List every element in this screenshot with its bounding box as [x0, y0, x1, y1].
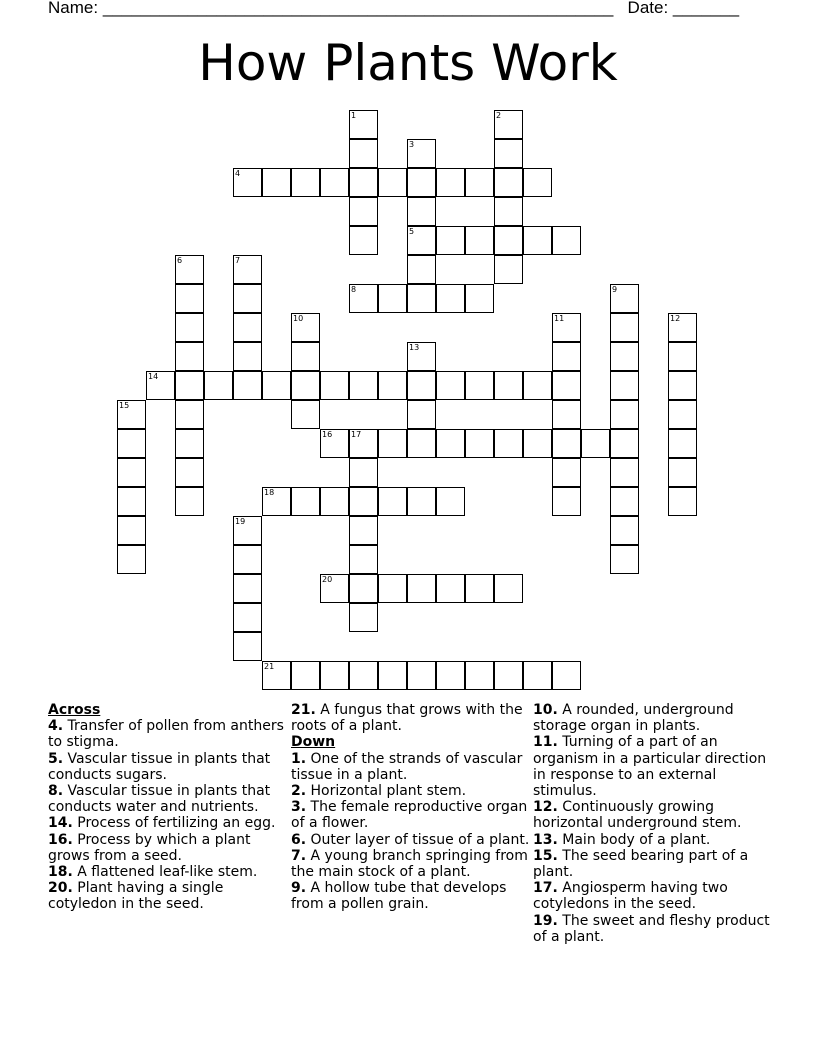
clue-item: [291, 880, 531, 912]
grid-cell[interactable]: [552, 313, 581, 342]
grid-cell[interactable]: [378, 371, 407, 400]
clue-number: 21: [264, 662, 275, 671]
grid-cell[interactable]: [378, 661, 407, 690]
grid-cell[interactable]: [233, 342, 262, 371]
grid-cell[interactable]: [378, 574, 407, 603]
across-heading: Across: [48, 702, 101, 718]
grid-cell[interactable]: [117, 400, 146, 429]
grid-cell[interactable]: [465, 429, 494, 458]
clue-number: 19: [235, 517, 246, 526]
clue-text: Outer layer of tissue of a plant.: [310, 831, 530, 848]
grid-cell[interactable]: [175, 429, 204, 458]
clue-number: 19.: [533, 912, 558, 929]
grid-cell[interactable]: [349, 458, 378, 487]
grid-cell[interactable]: [668, 458, 697, 487]
grid-cell[interactable]: [349, 516, 378, 545]
clue-number: 18: [264, 488, 275, 497]
grid-cell[interactable]: [378, 429, 407, 458]
clue-item: [291, 848, 531, 880]
grid-cell[interactable]: [465, 168, 494, 197]
clue-item: [48, 783, 288, 815]
grid-cell[interactable]: [436, 574, 465, 603]
clue-item: [533, 734, 773, 799]
grid-cell[interactable]: [494, 371, 523, 400]
clue-text: Plant having a single cotyledon in the seed.: [48, 880, 224, 913]
grid-cell[interactable]: [262, 168, 291, 197]
grid-cell[interactable]: [552, 661, 581, 690]
grid-cell[interactable]: [610, 400, 639, 429]
grid-cell[interactable]: [436, 429, 465, 458]
grid-cell[interactable]: [320, 661, 349, 690]
grid-cell[interactable]: [494, 168, 523, 197]
clues-column-2: [291, 702, 531, 913]
grid-cell[interactable]: [610, 458, 639, 487]
clue-text: A flattened leaf-like stem.: [77, 864, 258, 881]
grid-cell[interactable]: [320, 487, 349, 516]
grid-cell[interactable]: [233, 255, 262, 284]
clue-number: 20: [322, 575, 333, 584]
grid-cell[interactable]: [552, 371, 581, 400]
grid-cell[interactable]: [233, 603, 262, 632]
grid-cell[interactable]: [494, 429, 523, 458]
clue-number: 6: [177, 256, 183, 265]
grid-cell[interactable]: [436, 284, 465, 313]
grid-cell[interactable]: [494, 574, 523, 603]
clue-number: 11.: [533, 734, 558, 751]
date-field[interactable]: _______: [672, 0, 740, 17]
grid-cell[interactable]: [668, 429, 697, 458]
grid-cell[interactable]: [233, 574, 262, 603]
clue-number: 4.: [48, 718, 64, 735]
clue-number: 1: [351, 111, 357, 120]
grid-cell[interactable]: [407, 168, 436, 197]
clue-item: [48, 815, 288, 831]
grid-cell[interactable]: [407, 574, 436, 603]
grid-cell[interactable]: [291, 487, 320, 516]
grid-cell[interactable]: [494, 255, 523, 284]
grid-cell[interactable]: [291, 168, 320, 197]
grid-cell[interactable]: [233, 284, 262, 313]
grid-cell[interactable]: [175, 313, 204, 342]
grid-cell[interactable]: [494, 197, 523, 226]
page-title: How Plants Work: [198, 34, 618, 92]
grid-cell[interactable]: [668, 342, 697, 371]
grid-cell[interactable]: [552, 458, 581, 487]
grid-cell[interactable]: [407, 429, 436, 458]
clue-number: 9.: [291, 880, 307, 897]
grid-cell[interactable]: [436, 168, 465, 197]
clue-number: 8.: [48, 783, 64, 800]
clue-number: 12: [670, 314, 681, 323]
grid-cell[interactable]: [175, 458, 204, 487]
clue-number: 15.: [533, 847, 558, 864]
clue-text: The female reproductive organ of a flower.: [291, 799, 528, 832]
clues-column-3: [533, 702, 773, 945]
clue-item: [291, 832, 531, 848]
clue-text: A young branch springing from the main stock of a plant.: [291, 847, 528, 881]
clue-number: 20.: [48, 880, 73, 897]
clue-item: [533, 702, 773, 734]
clue-text: Continuously growing horizontal underground stem.: [533, 799, 742, 832]
clue-text: Horizontal plant stem.: [310, 783, 467, 800]
grid-cell[interactable]: [668, 371, 697, 400]
clue-number: 5.: [48, 750, 64, 767]
grid-cell[interactable]: [146, 371, 175, 400]
grid-cell[interactable]: [610, 545, 639, 574]
grid-cell[interactable]: [233, 632, 262, 661]
grid-cell[interactable]: [117, 516, 146, 545]
grid-cell[interactable]: [175, 371, 204, 400]
grid-cell[interactable]: [262, 661, 291, 690]
grid-cell[interactable]: [610, 516, 639, 545]
grid-cell[interactable]: [436, 371, 465, 400]
grid-cell[interactable]: [117, 545, 146, 574]
clue-number: 11: [554, 314, 565, 323]
grid-cell[interactable]: [291, 342, 320, 371]
grid-cell[interactable]: [175, 400, 204, 429]
grid-cell[interactable]: [407, 255, 436, 284]
clue-number: 8: [351, 285, 357, 294]
grid-cell[interactable]: [465, 661, 494, 690]
name-field[interactable]: ______________________________________________________: [102, 0, 614, 17]
grid-cell[interactable]: [233, 371, 262, 400]
clue-number: 7.: [291, 847, 307, 864]
grid-cell[interactable]: [523, 168, 552, 197]
grid-cell[interactable]: [523, 429, 552, 458]
grid-cell[interactable]: [320, 574, 349, 603]
grid-cell[interactable]: [610, 487, 639, 516]
clue-number: 2: [496, 111, 502, 120]
grid-cell[interactable]: [291, 400, 320, 429]
grid-cell[interactable]: [349, 110, 378, 139]
grid-cell[interactable]: [117, 487, 146, 516]
grid-cell[interactable]: [349, 661, 378, 690]
clue-item: [48, 864, 288, 880]
clue-item: [291, 783, 531, 799]
clue-item: [48, 751, 288, 783]
clue-number: 15: [119, 401, 130, 410]
clue-text: The sweet and fleshy product of a plant.: [533, 912, 770, 945]
clue-number: 5: [409, 227, 415, 236]
grid-cell[interactable]: [378, 168, 407, 197]
grid-cell[interactable]: [552, 226, 581, 255]
grid-cell[interactable]: [610, 429, 639, 458]
grid-cell[interactable]: [262, 371, 291, 400]
grid-cell[interactable]: [610, 371, 639, 400]
grid-cell[interactable]: [262, 487, 291, 516]
clue-number: 10.: [533, 702, 558, 718]
clues-column-1: [48, 702, 288, 913]
clue-number: 3.: [291, 799, 307, 816]
clue-number: 16.: [48, 831, 73, 848]
grid-cell[interactable]: [233, 168, 262, 197]
grid-cell[interactable]: [552, 429, 581, 458]
clue-item: [533, 913, 773, 945]
clue-text: Angiosperm having two cotyledons in the seed.: [533, 880, 728, 913]
grid-cell[interactable]: [349, 226, 378, 255]
clue-text: Process of fertilizing an egg.: [77, 815, 276, 832]
grid-cell[interactable]: [523, 226, 552, 255]
grid-cell[interactable]: [436, 487, 465, 516]
grid-cell[interactable]: [610, 342, 639, 371]
clue-number: 9: [612, 285, 618, 294]
grid-cell[interactable]: [668, 313, 697, 342]
grid-cell[interactable]: [349, 168, 378, 197]
clue-number: 12.: [533, 799, 558, 816]
grid-cell[interactable]: [465, 574, 494, 603]
clue-text: A fungus that grows with the roots of a plant.: [291, 702, 523, 735]
grid-cell[interactable]: [407, 371, 436, 400]
grid-cell[interactable]: [175, 487, 204, 516]
grid-cell[interactable]: [349, 429, 378, 458]
clue-text: Vascular tissue in plants that conducts sugars.: [48, 750, 271, 783]
grid-cell[interactable]: [233, 545, 262, 574]
grid-cell[interactable]: [407, 197, 436, 226]
grid-cell[interactable]: [320, 371, 349, 400]
clue-number: 13.: [533, 831, 558, 848]
clue-number: 10: [293, 314, 304, 323]
grid-cell[interactable]: [349, 197, 378, 226]
clue-item: [291, 702, 531, 734]
date-label: Date:: [627, 0, 669, 17]
grid-cell[interactable]: [349, 284, 378, 313]
clue-text: A hollow tube that develops from a pollen grain.: [291, 880, 507, 913]
clue-text: Transfer of pollen from anthers to stigma.: [48, 718, 284, 751]
clue-number: 7: [235, 256, 241, 265]
grid-cell[interactable]: [320, 429, 349, 458]
grid-cell[interactable]: [407, 661, 436, 690]
grid-cell[interactable]: [465, 284, 494, 313]
grid-cell[interactable]: [407, 226, 436, 255]
clue-number: 14: [148, 372, 159, 381]
clue-number: 21.: [291, 702, 316, 718]
grid-cell[interactable]: [233, 516, 262, 545]
clue-text: Turning of a part of an organism in a particular direction in response to an external stimulus.: [533, 734, 767, 800]
clue-number: 16: [322, 430, 333, 439]
grid-cell[interactable]: [175, 342, 204, 371]
grid-cell[interactable]: [407, 487, 436, 516]
grid-cell[interactable]: [175, 255, 204, 284]
grid-cell[interactable]: [407, 284, 436, 313]
clue-text: The seed bearing part of a plant.: [533, 847, 749, 881]
clue-text: Main body of a plant.: [562, 831, 711, 848]
clue-text: Process by which a plant grows from a seed.: [48, 831, 251, 864]
grid-cell[interactable]: [349, 371, 378, 400]
clue-number: 13: [409, 343, 420, 352]
grid-cell[interactable]: [320, 168, 349, 197]
grid-cell[interactable]: [407, 342, 436, 371]
grid-cell[interactable]: [668, 400, 697, 429]
grid-cell[interactable]: [233, 313, 262, 342]
clue-number: 2.: [291, 783, 307, 800]
grid-cell[interactable]: [117, 458, 146, 487]
grid-cell[interactable]: [436, 661, 465, 690]
grid-cell[interactable]: [494, 661, 523, 690]
clue-item: [533, 848, 773, 880]
grid-cell[interactable]: [523, 371, 552, 400]
grid-cell[interactable]: [465, 226, 494, 255]
clue-item: [291, 799, 531, 831]
grid-cell[interactable]: [610, 313, 639, 342]
grid-cell[interactable]: [494, 139, 523, 168]
grid-cell[interactable]: [349, 545, 378, 574]
grid-cell[interactable]: [378, 487, 407, 516]
grid-cell[interactable]: [291, 371, 320, 400]
grid-cell[interactable]: [407, 400, 436, 429]
name-label: Name:: [48, 0, 99, 17]
clue-number: 6.: [291, 831, 307, 848]
clue-item: [533, 880, 773, 912]
clue-item: [48, 832, 288, 864]
grid-cell[interactable]: [378, 284, 407, 313]
grid-cell[interactable]: [349, 487, 378, 516]
clue-text: A rounded, underground storage organ in plants.: [533, 702, 734, 735]
clue-text: One of the strands of vascular tissue in a plant.: [291, 750, 523, 783]
grid-cell[interactable]: [349, 139, 378, 168]
clue-number: 18.: [48, 864, 73, 881]
clue-number: 4: [235, 169, 241, 178]
down-heading: Down: [291, 734, 336, 751]
clue-text: Vascular tissue in plants that conducts water and nutrients.: [48, 783, 271, 816]
grid-cell[interactable]: [581, 429, 610, 458]
clue-item: [48, 718, 288, 750]
clue-item: [291, 751, 531, 783]
clue-item: [48, 880, 288, 912]
grid-cell[interactable]: [494, 110, 523, 139]
grid-cell[interactable]: [175, 284, 204, 313]
grid-cell[interactable]: [349, 603, 378, 632]
clue-item: [533, 832, 773, 848]
grid-cell[interactable]: [465, 371, 494, 400]
grid-cell[interactable]: [117, 429, 146, 458]
clue-number: 14.: [48, 815, 73, 832]
grid-cell[interactable]: [552, 400, 581, 429]
grid-cell[interactable]: [610, 284, 639, 313]
grid-cell[interactable]: [204, 371, 233, 400]
clue-number: 3: [409, 140, 415, 149]
grid-cell[interactable]: [349, 574, 378, 603]
clue-number: 17: [351, 430, 362, 439]
grid-cell[interactable]: [494, 226, 523, 255]
clue-number: 1.: [291, 750, 307, 767]
grid-cell[interactable]: [407, 139, 436, 168]
grid-cell[interactable]: [523, 661, 552, 690]
grid-cell[interactable]: [436, 226, 465, 255]
clue-item: [533, 799, 773, 831]
grid-cell[interactable]: [668, 487, 697, 516]
grid-cell[interactable]: [291, 313, 320, 342]
grid-cell[interactable]: [291, 661, 320, 690]
grid-cell[interactable]: [552, 342, 581, 371]
grid-cell[interactable]: [552, 487, 581, 516]
clue-number: 17.: [533, 880, 558, 897]
